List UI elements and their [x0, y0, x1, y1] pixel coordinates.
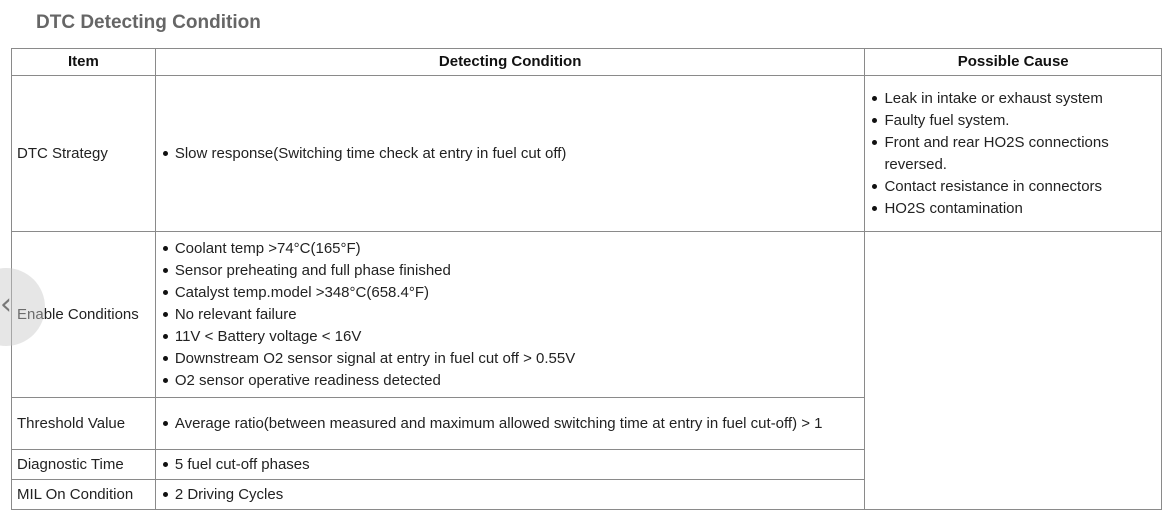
condition-item: Average ratio(between measured and maximum allowed switching time at entry in fuel cut-off) > 1 — [161, 413, 860, 435]
dtc-table — [11, 48, 1162, 510]
condition-cell — [155, 76, 865, 232]
item-cell: MIL On Condition — [12, 480, 156, 510]
condition-item: 2 Driving Cycles — [161, 484, 860, 506]
condition-item: O2 sensor operative readiness detected — [161, 370, 860, 392]
item-cell: DTC Strategy — [12, 76, 156, 232]
chevron-left-icon[interactable]: ‹ — [0, 287, 12, 322]
table-header-row — [12, 49, 1162, 76]
cause-cell-empty — [865, 232, 1162, 510]
condition-item: 11V < Battery voltage < 16V — [161, 326, 860, 348]
page-title: DTC Detecting Condition — [36, 12, 261, 33]
cause-cell — [865, 76, 1162, 232]
item-cell: Enable Conditions — [12, 232, 156, 398]
item-cell: Diagnostic Time — [12, 450, 156, 480]
condition-cell — [155, 450, 865, 480]
table-row — [12, 76, 1162, 232]
cause-item: Faulty fuel system. — [870, 110, 1156, 132]
cause-item: HO2S contamination — [870, 198, 1156, 220]
condition-item: Sensor preheating and full phase finished — [161, 260, 860, 282]
table-row — [12, 232, 1162, 398]
condition-cell — [155, 480, 865, 510]
item-cell: Threshold Value — [12, 398, 156, 450]
cause-item: Leak in intake or exhaust system — [870, 88, 1156, 110]
condition-cell — [155, 232, 865, 398]
header-item: Item — [12, 49, 156, 76]
header-cause: Possible Cause — [865, 49, 1162, 76]
condition-item: Catalyst temp.model >348°C(658.4°F) — [161, 282, 860, 304]
condition-item: No relevant failure — [161, 304, 860, 326]
condition-item: Coolant temp >74°C(165°F) — [161, 238, 860, 260]
condition-item: Downstream O2 sensor signal at entry in fuel cut off > 0.55V — [161, 348, 860, 370]
condition-cell — [155, 398, 865, 450]
condition-item: 5 fuel cut-off phases — [161, 454, 860, 476]
cause-item: Front and rear HO2S connections reversed. — [870, 132, 1156, 176]
header-condition: Detecting Condition — [155, 49, 865, 76]
cause-item: Contact resistance in connectors — [870, 176, 1156, 198]
condition-item: Slow response(Switching time check at entry in fuel cut off) — [161, 143, 860, 165]
